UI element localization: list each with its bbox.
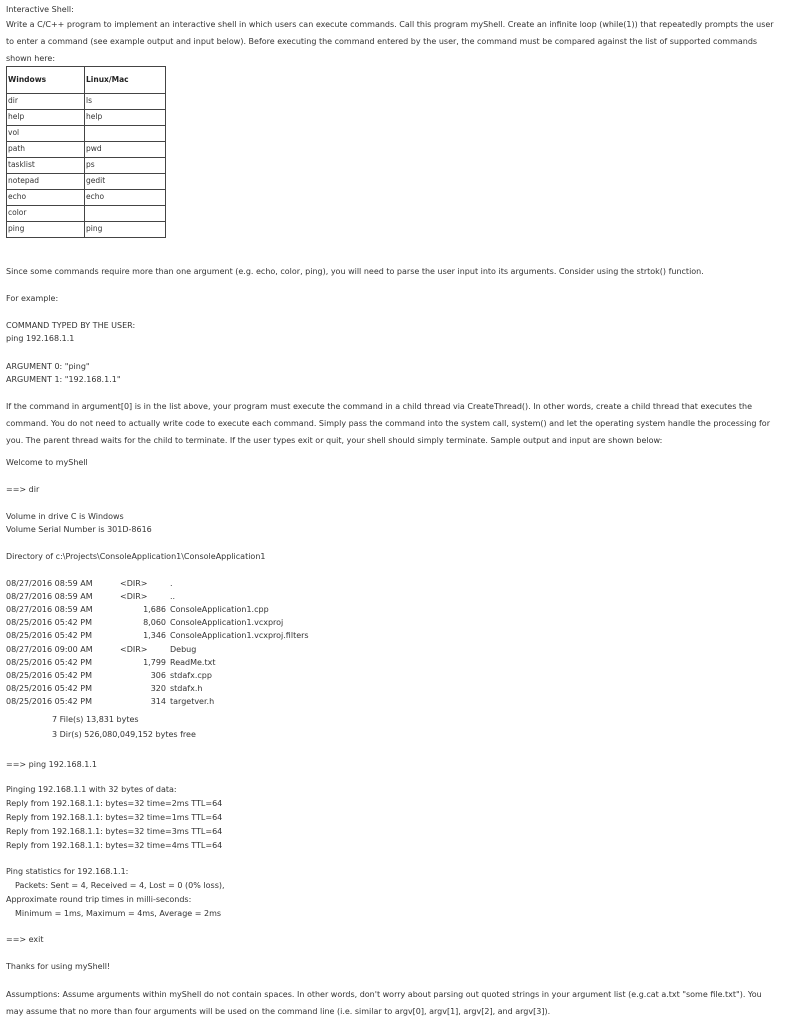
commands-table xyxy=(6,66,166,238)
listing-size: 1,799 xyxy=(143,658,166,667)
listing-dir-tag: <DIR> xyxy=(120,645,148,654)
listing-name: Debug xyxy=(170,645,197,654)
listing-date: 08/27/2016 09:00 AM xyxy=(6,645,93,654)
listing-date: 08/25/2016 05:42 PM xyxy=(6,697,92,706)
reply-line: Reply from 192.168.1.1: bytes=32 time=4ms TTL=64 xyxy=(6,841,223,850)
header-linux-mac: Linux/Mac xyxy=(85,67,166,94)
thanks-line: Thanks for using myShell! xyxy=(6,962,111,971)
listing-name: stdafx.cpp xyxy=(170,671,212,680)
volume-line: Volume in drive C is Windows xyxy=(6,512,124,521)
prompt-exit: ==> exit xyxy=(6,935,44,944)
prompt-dir: ==> dir xyxy=(6,485,40,494)
cell-windows: dir xyxy=(7,94,85,110)
serial-line: Volume Serial Number is 301D-8616 xyxy=(6,525,152,534)
listing-name: targetver.h xyxy=(170,697,215,706)
listing-size: 320 xyxy=(150,684,166,693)
cell-windows: path xyxy=(7,142,85,158)
listing-date: 08/27/2016 08:59 AM xyxy=(6,592,93,601)
listing-date: 08/25/2016 05:42 PM xyxy=(6,631,92,640)
listing-name: stdafx.h xyxy=(170,684,203,693)
reply-line: Reply from 192.168.1.1: bytes=32 time=1ms TTL=64 xyxy=(6,813,223,822)
thread-paragraph: If the command in argument[0] is in the list above, your program must execute the command in a child thread via CreateThread(). In other words, create a child thread that executes the command. You do not need to actually write code to execute each command. Simply pass the command into the system call, system() and let the operating system handle the processing for you. The parent thread waits for the child to terminate. If the user types exit or quit, your shell should simply terminate. Sample output and input are shown below: xyxy=(6,402,770,445)
heading: Interactive Shell: xyxy=(6,5,74,14)
for-example-label: For example: xyxy=(6,294,59,303)
listing-date: 08/25/2016 05:42 PM xyxy=(6,671,92,680)
directory-line: Directory of c:\Projects\ConsoleApplication1\ConsoleApplication1 xyxy=(6,552,266,561)
welcome-line: Welcome to myShell xyxy=(6,458,88,467)
reply-line: Reply from 192.168.1.1: bytes=32 time=3ms TTL=64 xyxy=(6,827,223,836)
cell-windows: tasklist xyxy=(7,158,85,174)
cell-linux: ls xyxy=(85,94,166,110)
listing-name: ConsoleApplication1.vcxproj.filters xyxy=(170,631,309,640)
cell-windows: echo xyxy=(7,190,85,206)
listing-dir-tag: <DIR> xyxy=(120,592,148,601)
cell-windows: vol xyxy=(7,126,85,142)
cell-linux: echo xyxy=(85,190,166,206)
listing-date: 08/25/2016 05:42 PM xyxy=(6,658,92,667)
cell-linux: help xyxy=(85,110,166,126)
cell-windows: color xyxy=(7,206,85,222)
ping-stats: Ping statistics for 192.168.1.1: xyxy=(6,867,129,876)
cell-linux: ps xyxy=(85,158,166,174)
listing-date: 08/25/2016 05:42 PM xyxy=(6,618,92,627)
argument-1: ARGUMENT 1: "192.168.1.1" xyxy=(6,375,121,384)
cell-linux: ping xyxy=(85,222,166,238)
cell-linux: pwd xyxy=(85,142,166,158)
cell-linux xyxy=(85,126,166,142)
listing-name: ConsoleApplication1.cpp xyxy=(170,605,269,614)
listing-size: 306 xyxy=(150,671,166,680)
listing-date: 08/25/2016 05:42 PM xyxy=(6,684,92,693)
listing-name: ReadMe.txt xyxy=(170,658,216,667)
header-windows: Windows xyxy=(7,67,85,94)
cell-linux xyxy=(85,206,166,222)
listing-size: 1,686 xyxy=(143,605,166,614)
cell-windows: notepad xyxy=(7,174,85,190)
listing-name: . xyxy=(170,579,173,588)
prompt-ping: ==> ping 192.168.1.1 xyxy=(6,760,97,769)
listing-date: 08/27/2016 08:59 AM xyxy=(6,605,93,614)
packets-line: Packets: Sent = 4, Received = 4, Lost = 0 (0% loss), xyxy=(15,881,225,890)
files-summary: 7 File(s) 13,831 bytes xyxy=(52,715,139,724)
argument-0: ARGUMENT 0: "ping" xyxy=(6,362,90,371)
minmax-line: Minimum = 1ms, Maximum = 4ms, Average = 2ms xyxy=(15,909,222,918)
assumptions-paragraph: Assumptions: Assume arguments within myShell do not contain spaces. In other words, don't worry about parsing out quoted strings in your argument list (e.g.cat a.txt "some file.txt"). You may assume that no more than four arguments will be used on the command line (i.e. similar to argv[0], argv[1], argv[2], and argv[3]). xyxy=(6,990,762,1016)
pinging-line: Pinging 192.168.1.1 with 32 bytes of data: xyxy=(6,785,177,794)
listing-name: ConsoleApplication1.vcxproj xyxy=(170,618,284,627)
listing-size: 1,346 xyxy=(143,631,166,640)
reply-line: Reply from 192.168.1.1: bytes=32 time=2ms TTL=64 xyxy=(6,799,223,808)
parse-note: Since some commands require more than one argument (e.g. echo, color, ping), you will need to parse the user input into its arguments. Consider using the strtok() function. xyxy=(6,267,704,276)
cell-windows: ping xyxy=(7,222,85,238)
dirs-summary: 3 Dir(s) 526,080,049,152 bytes free xyxy=(52,730,196,739)
command-typed-label: COMMAND TYPED BY THE USER: xyxy=(6,321,136,330)
listing-size: 8,060 xyxy=(143,618,166,627)
listing-date: 08/27/2016 08:59 AM xyxy=(6,579,93,588)
listing-size: 314 xyxy=(150,697,166,706)
listing-dir-tag: <DIR> xyxy=(120,579,148,588)
command-typed: ping 192.168.1.1 xyxy=(6,334,75,343)
cell-linux: gedit xyxy=(85,174,166,190)
approx-line: Approximate round trip times in milli-seconds: xyxy=(6,895,192,904)
listing-name: .. xyxy=(170,592,176,601)
intro-paragraph: Write a C/C++ program to implement an interactive shell in which users can execute commands. Call this program myShell. Create an infinite loop (while(1)) that repeatedly prompts the user to enter a command (see example output and input below). Before executing the command entered by the user, the command must be compared against the list of supported commands shown here: xyxy=(6,20,774,63)
cell-windows: help xyxy=(7,110,85,126)
